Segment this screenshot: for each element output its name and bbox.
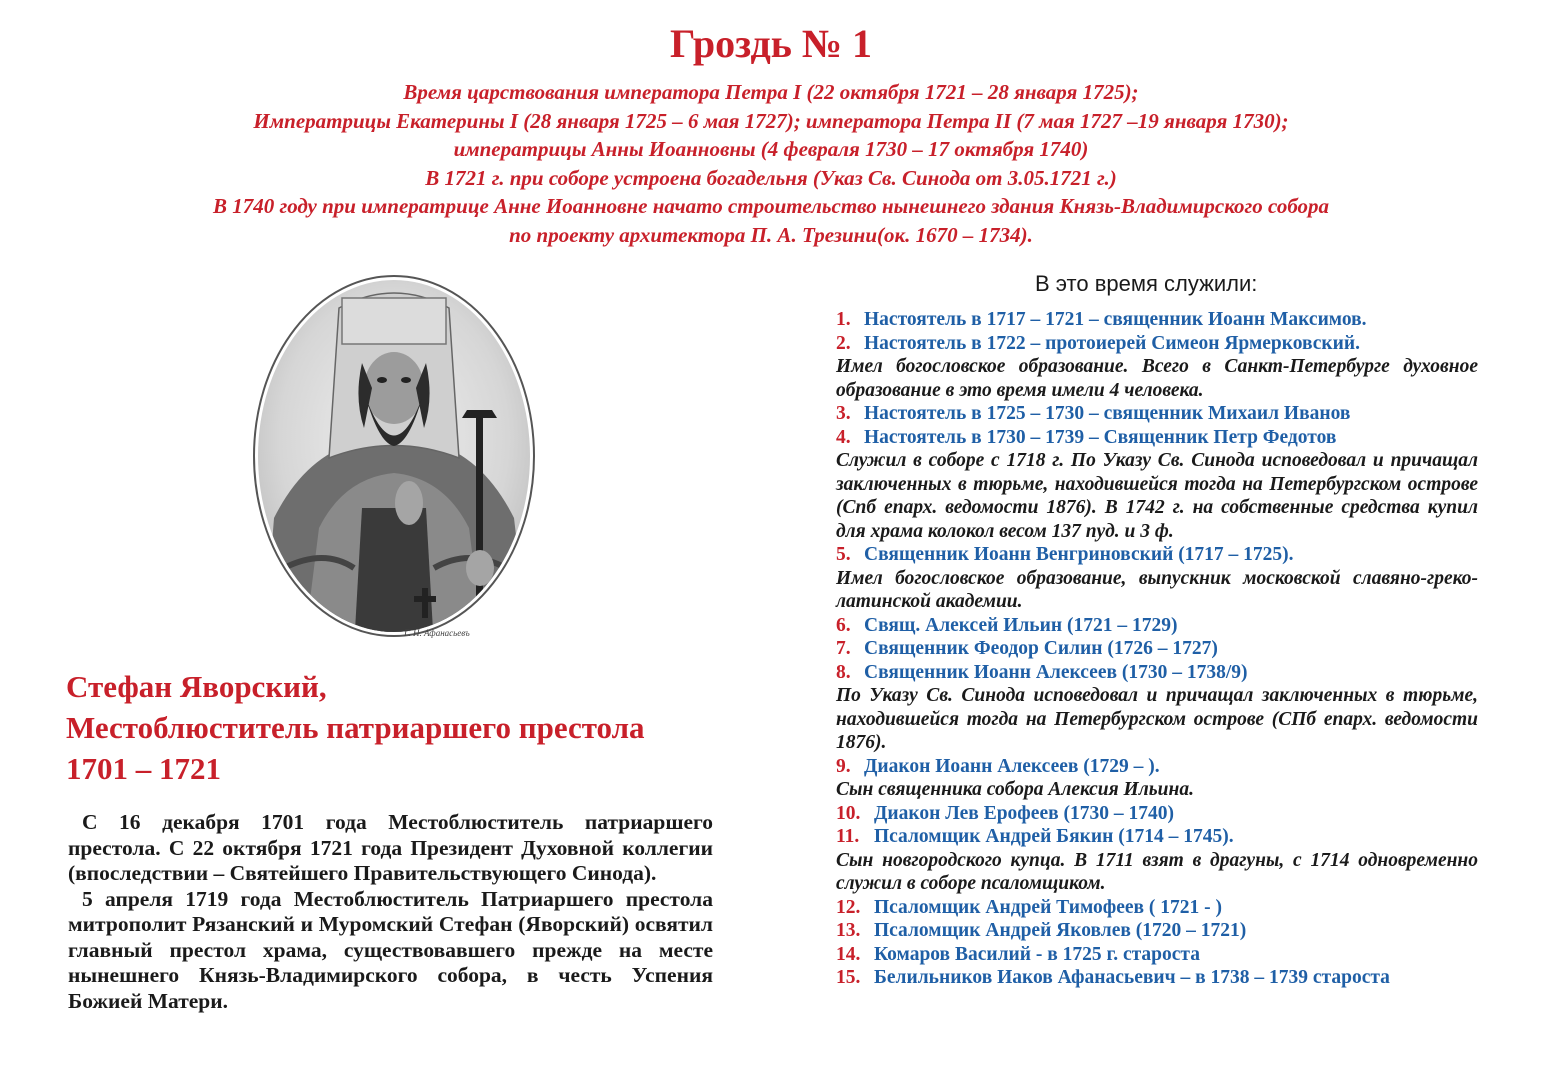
list-item [836,755,1478,779]
caption-role: Местоблюститель патриаршего престола [66,710,645,745]
item-number: 14. [836,943,861,965]
list-item [836,637,1478,661]
item-text: Псаломщик Андрей Бякин (1714 – 1745). [874,826,1234,847]
item-note: Сын новгородского купца. В 1711 взят в драгуны, с 1714 одновременно служил в соборе псаломщиком. [836,849,1478,894]
item-number: 1. [836,309,851,330]
intro-line: по проекту архитектора П. А. Трезини(ок. 1670 – 1734). [509,222,1033,247]
item-text: Настоятель в 1717 – 1721 – священник Иоанн Максимов. [864,309,1367,330]
item-number: 4. [836,426,851,448]
list-item [836,402,1478,426]
list-item [836,825,1478,849]
intro-line: В 1740 году при императрице Анне Иоанновне начато строительство нынешнего здания Князь-Владимирского собора [212,194,1330,218]
list-item [836,943,1478,967]
item-text: Настоятель в 1730 – 1739 – Священник Петр Федотов [864,426,1337,448]
bio-paragraph: С 16 декабря 1701 года Местоблюститель патриаршего престола. С 22 октября 1721 года Президент Духовной коллегии (впоследствии – Святейшего Правительствующего Синода). [68,810,713,885]
item-text: Настоятель в 1722 – протоиерей Симеон Ярмерковский. [864,332,1361,354]
page-title: Гроздь № 1 [669,21,873,66]
item-number: 10. [836,802,861,824]
item-number: 12. [836,896,861,918]
list-item [836,802,1478,826]
item-text: Священник Феодор Силин (1726 – 1727) [864,638,1218,659]
list-item [836,543,1478,567]
item-number: 15. [836,967,861,988]
list-item [836,966,1478,990]
item-note: По Указу Св. Синода исповедовал и причащал заключенных в тюрьме, находившейся тогда на Петербургском острове (СПб епарх. ведомости 1876). [836,685,1478,753]
item-text: Псаломщик Андрей Тимофеев ( 1721 - ) [874,896,1223,918]
item-number: 8. [836,661,851,683]
item-text: Псаломщик Андрей Яковлев (1720 – 1721) [874,920,1247,941]
item-note: Служил в соборе с 1718 г. По Указу Св. Синода исповедовал и причащал заключенных в тюрьме, находившейся тогда на Петербургском острове (Спб епарх. ведомости 1876). В 1742 г. на собственные средства купил для храма колокол весом 137 пуд. и 3 ф. [836,450,1478,542]
item-note: Сын священника собора Алексия Ильина. [836,779,1194,800]
item-text: Священник Иоанн Венгриновский (1717 – 1725). [864,544,1294,565]
bio-paragraph: 5 апреля 1719 года Местоблюститель Патриаршего престола митрополит Рязанский и Муромский Стефан (Яворский) освятил главный престол храма, существовавшего прежде на месте нынешнего Князь-Владимирского собора, в честь Успения Божией Матери. [68,886,713,1013]
item-number: 6. [836,614,851,636]
item-number: 7. [836,638,851,659]
portrait-signature: Г. Н. Афанасьевъ [404,628,470,638]
item-number: 13. [836,920,861,941]
clergy-list [836,308,1478,990]
caption-name: Стефан Яворский, [66,669,327,704]
served-heading: В это время служили: [1035,271,1258,296]
list-item [836,332,1478,356]
intro-line: Императрицы Екатерины I (28 января 1725 – 6 мая 1727); императора Петра II (7 мая 1727 –19 января 1730); [253,108,1289,133]
item-text: Диакон Лев Ерофеев (1730 – 1740) [874,802,1174,824]
item-number: 11. [836,826,860,847]
list-item [836,614,1478,638]
item-note: Имел богословское образование. Всего в Санкт-Петербурге духовное образование в это время имели 4 человека. [836,356,1478,401]
item-text: Диакон Иоанн Алексеев (1729 – ). [864,755,1160,777]
item-number: 2. [836,332,851,354]
intro-line: В 1721 г. при соборе устроена богадельня (Указ Св. Синода от 3.05.1721 г.) [425,165,1117,190]
item-text: Белильников Иаков Афанасьевич – в 1738 – 1739 староста [874,967,1390,988]
list-item [836,896,1478,920]
portrait-engraving [244,268,544,648]
caption-years: 1701 – 1721 [66,751,221,786]
item-text: Священник Иоанн Алексеев (1730 – 1738/9) [864,661,1248,683]
item-text: Свящ. Алексей Ильин (1721 – 1729) [864,614,1178,636]
list-item [836,426,1478,450]
portrait-caption [66,666,746,789]
item-number: 5. [836,544,851,565]
list-item [836,308,1478,332]
item-text: Настоятель в 1725 – 1730 – священник Михаил Иванов [864,403,1351,424]
item-number: 9. [836,755,851,777]
item-number: 3. [836,403,851,424]
biography [68,810,713,1014]
list-item [836,661,1478,685]
item-note: Имел богословское образование, выпускник московской славяно-греко-латинской академии. [836,567,1478,612]
intro-line: императрицы Анны Иоанновны (4 февраля 1730 – 17 октября 1740) [453,137,1089,161]
list-item [836,919,1478,943]
intro-line: Время царствования императора Петра I (22 октября 1721 – 28 января 1725); [403,80,1139,104]
reign-intro [60,78,1482,249]
item-text: Комаров Василий - в 1725 г. староста [874,943,1200,965]
